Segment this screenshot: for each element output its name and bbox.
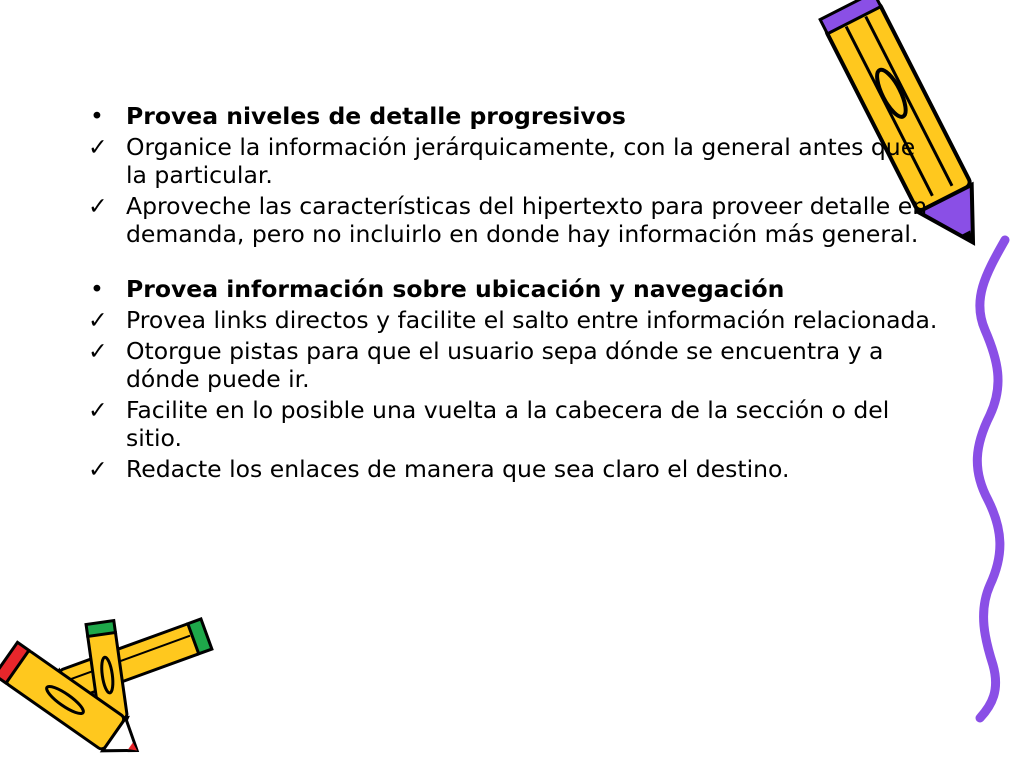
list-item [88, 337, 938, 393]
section-heading-navigation [88, 275, 938, 303]
list-item-text: Organice la información jerárquicamente, con la general antes que la particular. [126, 133, 916, 189]
slide-content [88, 102, 938, 486]
list-item-text: Facilite en lo posible una vuelta a la cabecera de la sección o del sitio. [126, 396, 890, 452]
bullet-icon: • [90, 102, 104, 130]
check-icon: ✓ [88, 455, 108, 483]
list-item-text: Provea links directos y facilite el salto entre información relacionada. [126, 306, 938, 334]
list-item [88, 396, 938, 452]
heading-text: Provea información sobre ubicación y navegación [126, 275, 785, 303]
wavy-line-decoration [977, 240, 1005, 718]
list-item [88, 192, 938, 248]
list-item [88, 133, 938, 189]
list-item-text: Redacte los enlaces de manera que sea claro el destino. [126, 455, 790, 483]
list-item [88, 306, 938, 334]
list-item-text: Otorgue pistas para que el usuario sepa dónde se encuentra y a dónde puede ir. [126, 337, 884, 393]
list-item [88, 455, 938, 483]
section-spacer [88, 251, 938, 275]
list-item-text: Aproveche las características del hipertexto para proveer detalle en demanda, pero no incluirlo en donde hay información más general. [126, 192, 928, 248]
section-heading-detail-levels [88, 102, 938, 130]
check-icon: ✓ [88, 133, 108, 161]
check-icon: ✓ [88, 396, 108, 424]
heading-text: Provea niveles de detalle progresivos [126, 102, 626, 130]
check-icon: ✓ [88, 192, 108, 220]
check-icon: ✓ [88, 337, 108, 365]
bullet-icon: • [90, 275, 104, 303]
check-icon: ✓ [88, 306, 108, 334]
